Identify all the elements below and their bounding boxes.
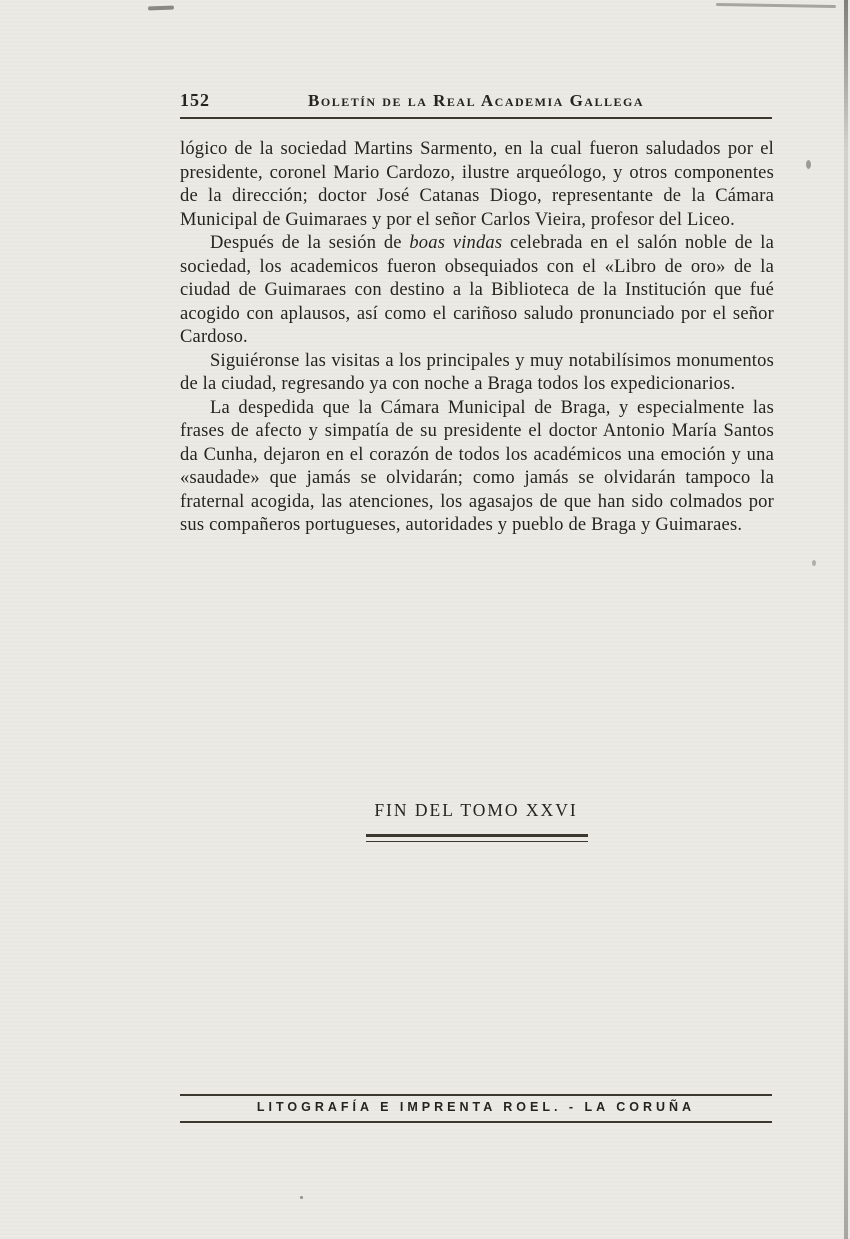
italic-text: boas vindas [409,233,503,253]
end-of-volume-note: FIN DEL TOMO XXVI [374,800,578,820]
text-segment: La despedida que la Cámara Municipal de Braga, y especialmente las frases de afecto y simpatía de su presidente el doctor Antonio María Santos da Cunha, dejaron en el corazón de todos los académicos una emoción y una «saudade» que jamás se olvidarán; como jamás se olvidarán tampoco la fraternal acogida, las atenciones, los agasajos de que han sido colmados por sus compañeros portugueses, autoridades y pueblo de Braga y Guimaraes. [180,397,774,535]
body-text [180,138,774,538]
paragraph [180,397,774,538]
page-header [180,90,772,111]
scan-artifact-mark [716,3,836,8]
paragraph [180,350,774,397]
end-note-rules [366,834,588,842]
scan-speckle [300,1196,303,1199]
text-segment: lógico de la sociedad Martins Sarmento, en la cual fueron saludados por el presidente, coronel Mario Cardozo, ilustre arqueólogo, y otros componentes de la dirección; doctor José Catanas Diogo, representante de la Cámara Municipal de Guimaraes y por el señor Carlos Vieira, profesor del Liceo. [180,139,774,230]
paragraph [180,138,774,232]
footer-rule-top [180,1094,772,1096]
footer-rule-bottom [180,1121,772,1123]
end-rule-thick [366,834,588,837]
printer-imprint: LITOGRAFÍA E IMPRENTA ROEL. - LA CORUÑA [256,1100,696,1114]
scan-artifact-mark [148,6,174,11]
page-number: 152 [180,90,210,110]
text-segment: celebrada en el salón noble de la sociedad, los academicos fueron obsequiados con el «Libro de oro» de la ciudad de Guimaraes con destino a la Biblioteca de la Institución que fué acogido con aplausos, así como el cariñoso saludo pronunciado por el señor Cardoso. [180,233,774,347]
scan-speckle [812,560,816,566]
scan-artifact-right-edge [844,0,848,1239]
paragraph [180,232,774,350]
header-rule [180,117,772,119]
end-rule-thin [366,841,588,842]
journal-title: Boletín de la Real Academia Gallega [308,91,644,110]
text-segment: Después de la sesión de [210,233,410,253]
scan-speckle [806,160,811,169]
text-segment: Siguiéronse las visitas a los principales y muy notabilísimos monumentos de la ciudad, regresando ya con noche a Braga todos los expedicionarios. [180,350,774,394]
